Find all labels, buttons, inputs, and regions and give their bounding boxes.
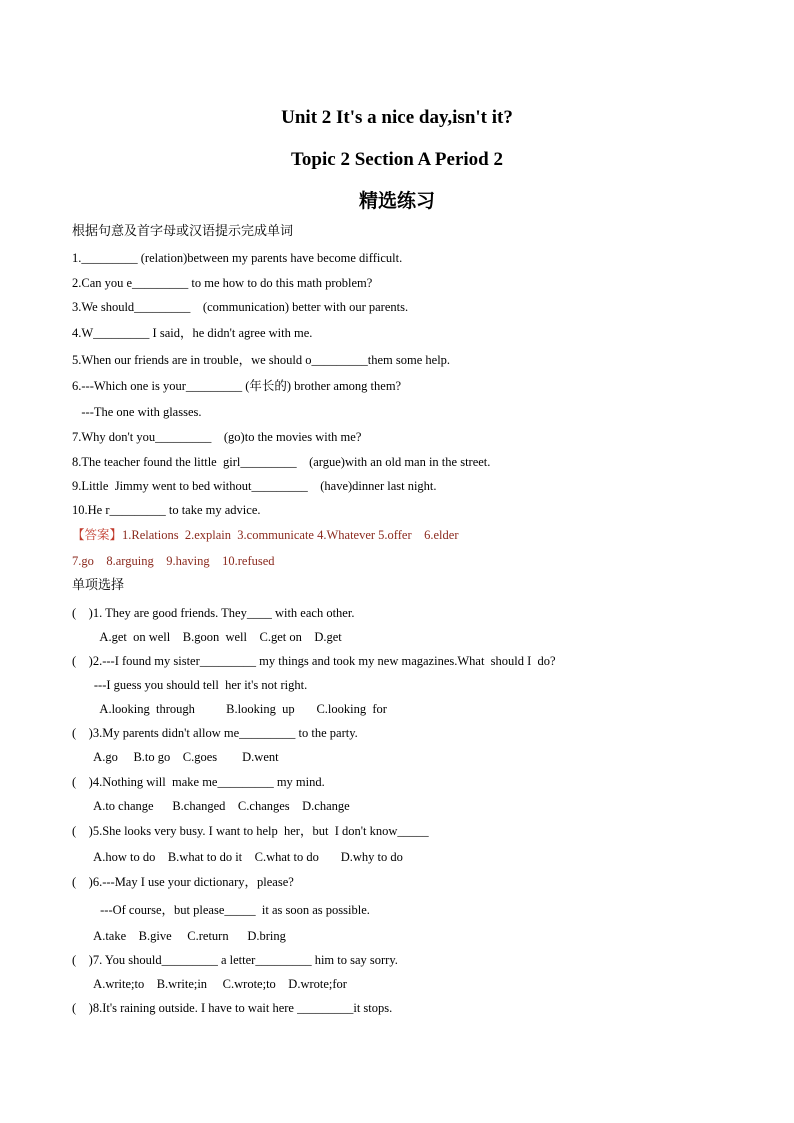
fill-item-6: 6.---Which one is your_________ (年长的) brother among them? [72,379,402,393]
mc-q4-options: A.to change B.changed C.changes D.change [72,799,350,813]
fill-item-3: 3.We should_________ (communication) better with our parents. [72,300,409,314]
mc-q7: ( )7. You should_________ a letter_________ him to say sorry. [72,953,398,967]
mc-q6-reply: ---Of course，but please_____ it as soon as possible. [72,903,370,917]
mc-q7-options: A.write;to B.write;in C.wrote;to D.wrote;for [72,977,347,991]
answer-line-2: 7.go 8.arguing 9.having 10.refused [72,554,275,568]
fill-item-6-reply: ---The one with glasses. [72,405,202,419]
fill-item-2: 2.Can you e_________ to me how to do this math problem? [72,276,373,290]
fill-item-1: 1._________ (relation)between my parents have become difficult. [72,251,403,265]
mc-q2-reply: ---I guess you should tell her it's not right. [72,678,308,692]
fill-item-5: 5.When our friends are in trouble，we should o_________them some help. [72,353,451,367]
part2-heading: 单项选择 [72,578,125,593]
unit-title: Unit 2 It's a nice day,isn't it? [281,107,513,128]
mc-q2-options: A.looking through B.looking up C.looking for [72,702,387,716]
topic-title: Topic 2 Section A Period 2 [290,149,503,170]
mc-q3: ( )3.My parents didn't allow me_________ to the party. [72,726,358,740]
mc-q6-options: A.take B.give C.return D.bring [72,929,286,943]
mc-q5: ( )5.She looks very busy. I want to help her，but I don't know_____ [72,824,429,838]
practice-title: 精选练习 [358,191,435,212]
fill-item-7: 7.Why don't you_________ (go)to the movies with me? [72,430,362,444]
fill-item-8: 8.The teacher found the little girl_________ (argue)with an old man in the street. [72,455,491,469]
mc-q3-options: A.go B.to go C.goes D.went [72,750,279,764]
mc-q5-options: A.how to do B.what to do it C.what to do D.why to do [72,850,403,864]
mc-q6: ( )6.---May I use your dictionary，please? [72,875,294,889]
mc-q2: ( )2.---I found my sister_________ my things and took my new magazines.What should I do? [72,654,556,668]
answer-line-1 [72,527,458,543]
fill-item-9: 9.Little Jimmy went to bed without_________ (have)dinner last night. [72,479,437,493]
mc-q4: ( )4.Nothing will make me_________ my mind. [72,775,325,789]
fill-item-10: 10.He r_________ to take my advice. [72,503,261,517]
answer-text-1: 1.Relations 2.explain 3.communicate 4.Whatever 5.offer 6.elder [122,528,459,542]
answer-label: 【答案】 [72,528,123,542]
fill-item-4: 4.W_________ I said，he didn't agree with me. [72,326,313,340]
mc-q8: ( )8.It's raining outside. I have to wait here _________it stops. [72,1001,393,1015]
mc-q1: ( )1. They are good friends. They____ with each other. [72,606,355,620]
part1-heading: 根据句意及首字母或汉语提示完成单词 [72,224,294,239]
mc-q1-options: A.get on well B.goon well C.get on D.get [72,630,342,644]
